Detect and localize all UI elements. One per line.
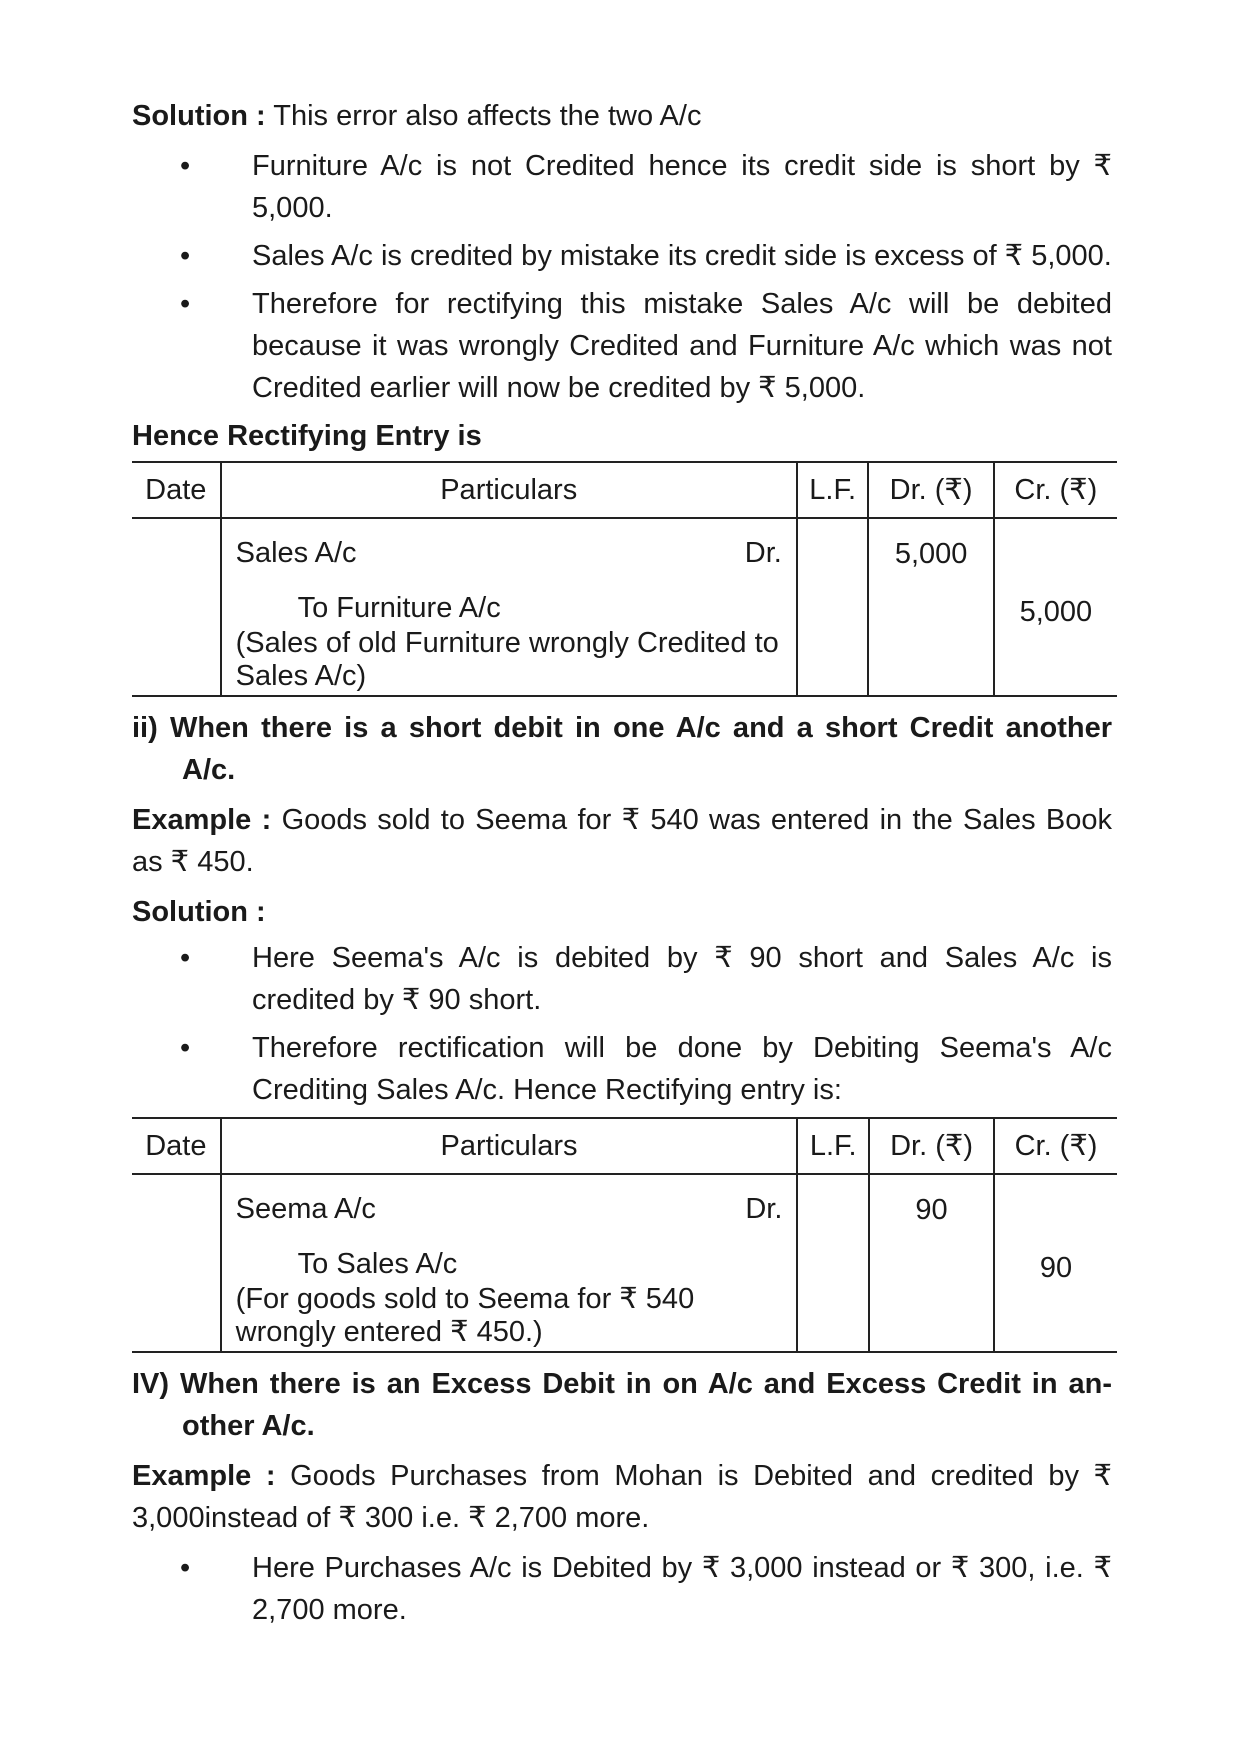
cr-amount: 5,000 (994, 518, 1117, 696)
header-date: Date (132, 462, 221, 518)
credit-account: To Furniture A/c (297, 592, 501, 624)
solution-label: Solution : (132, 100, 266, 132)
section-ii-heading: ii) When there is a short debit in one A/c and a short Credit another A/c. (132, 712, 1112, 786)
bullet-item: • Furniture A/c is not Credited hence its credit side is short by ₹ 5,000. (132, 145, 1112, 229)
table-row (132, 518, 1117, 696)
cr-amount: 90 (994, 1174, 1117, 1352)
narration: (For goods sold to Seema for ₹ 540 wrongly entered ₹ 450.) (235, 1283, 695, 1348)
dr-marker: Dr. (745, 1193, 783, 1225)
date-cell (132, 518, 221, 696)
table-header-row (132, 1118, 1117, 1174)
header-dr: Dr. (₹) (868, 462, 993, 518)
table-header-row (132, 462, 1117, 518)
date-cell (132, 1174, 221, 1352)
header-lf: L.F. (797, 1118, 869, 1174)
solution-paragraph (132, 95, 1112, 137)
dr-marker: Dr. (744, 537, 782, 569)
solution-bullet-list (132, 145, 1112, 409)
header-particulars: Particulars (221, 462, 797, 518)
example-paragraph (132, 1455, 1112, 1539)
journal-table-1 (132, 461, 1117, 697)
particulars-cell (221, 1174, 798, 1352)
header-cr: Cr. (₹) (994, 1118, 1117, 1174)
page-content (132, 95, 1112, 1637)
section-iv-heading: IV) When there is an Excess Debit in on A/c and Excess Credit in an-other A/c. (132, 1368, 1112, 1442)
bullet-item: • Sales A/c is credited by mistake its credit side is excess of ₹ 5,000. (132, 235, 1112, 277)
solution-text: This error also affects the two A/c (273, 100, 702, 132)
bullet-item: • Therefore for rectifying this mistake Sales A/c will be debited because it was wrongly Credited and Furniture A/c which was not Credited earlier will now be credited by ₹ 5,000. (132, 283, 1112, 409)
debit-account: Sales A/c (235, 537, 357, 569)
dr-amount: 5,000 (868, 518, 993, 696)
journal-table-2 (132, 1117, 1117, 1353)
header-particulars: Particulars (221, 1118, 798, 1174)
example-paragraph (132, 799, 1112, 883)
rectifying-entry-heading: Hence Rectifying Entry is (132, 420, 482, 452)
credit-account: To Sales A/c (297, 1248, 458, 1280)
example-text: Goods Purchases from Mohan is Debited and credited by ₹ 3,000instead of ₹ 300 i.e. ₹ 2,700 more. (132, 1460, 1113, 1534)
header-lf: L.F. (797, 462, 869, 518)
narration: (Sales of old Furniture wrongly Credited to Sales A/c) (235, 627, 779, 692)
bullet-item: • Therefore rectification will be done by Debiting Seema's A/c Crediting Sales A/c. Hence Rectifying entry is: (132, 1027, 1112, 1111)
example-label: Example : (132, 1460, 276, 1492)
header-date: Date (132, 1118, 221, 1174)
dr-amount: 90 (869, 1174, 994, 1352)
example-text: Goods sold to Seema for ₹ 540 was entered in the Sales Book as ₹ 450. (132, 804, 1113, 878)
lf-cell (797, 1174, 869, 1352)
bullet-item: • Here Purchases A/c is Debited by ₹ 3,000 instead or ₹ 300, i.e. ₹ 2,700 more. (132, 1547, 1112, 1631)
lf-cell (797, 518, 869, 696)
header-dr: Dr. (₹) (869, 1118, 994, 1174)
example-label: Example : (132, 804, 272, 836)
debit-account: Seema A/c (235, 1193, 376, 1225)
header-cr: Cr. (₹) (994, 462, 1117, 518)
bullet-item: • Here Seema's A/c is debited by ₹ 90 short and Sales A/c is credited by ₹ 90 short. (132, 937, 1112, 1021)
particulars-cell (221, 518, 797, 696)
solution-label-2: Solution : (132, 896, 266, 928)
solution-bullet-list-2 (132, 937, 1112, 1111)
table-row (132, 1174, 1117, 1352)
solution-bullet-list-3 (132, 1547, 1112, 1631)
